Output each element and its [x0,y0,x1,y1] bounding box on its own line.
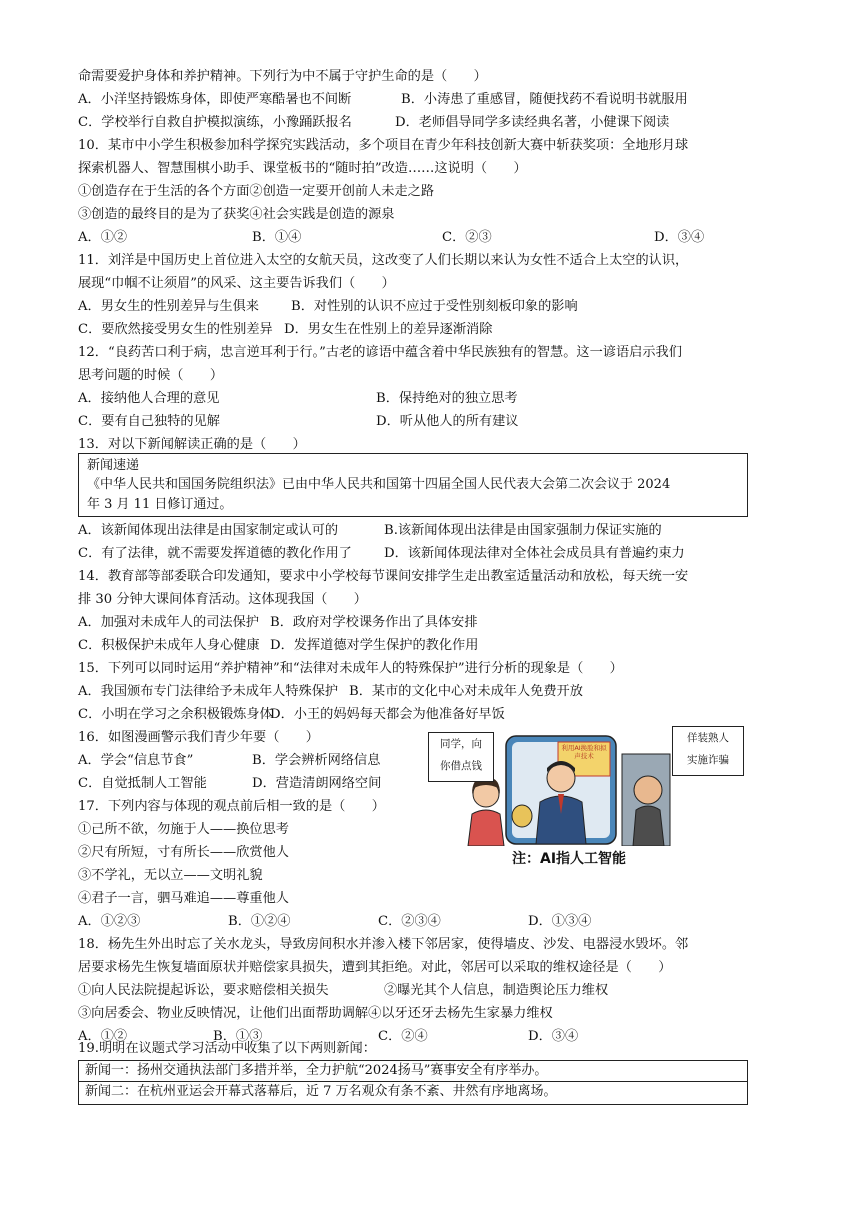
q10-stem-line2: 探索机器人、智慧围棋小助手、课堂板书的“随时拍”改造……这说明（ ） [78,161,527,176]
q9-option-d: D．老师倡导同学多读经典名著，小健课下阅读 [395,115,670,130]
q17-statement-2: ②尺有所短，寸有所长——欣赏他人 [78,845,289,860]
q15-option-a: A．我国颁布专门法律给予未成年人特殊保护 [78,684,339,699]
q17-statement-3: ③不学礼，无以立——文明礼貌 [78,868,263,883]
q11-option-d: D．男女生在性别上的差异逐渐消除 [284,322,493,337]
q18-statement-2: ②曝光其个人信息，制造舆论压力维权 [384,983,609,998]
q13-option-c: C．有了法律，就不需要发挥道德的教化作用了 [78,546,352,561]
q12-option-b: B．保持绝对的独立思考 [376,391,518,406]
q12-stem-line2: 思考问题的时候（ ） [78,368,224,383]
q10-option-b: B．①④ [252,230,302,245]
q12-stem-line1: 12．“良药苦口利于病，忠言逆耳利于行。”古老的谚语中蕴含着中华民族独有的智慧。这一谚语启示我们 [78,345,682,360]
q18-option-c: C．②④ [378,1029,428,1044]
q10-option-d: D．③④ [654,230,705,245]
q17-statement-1: ①己所不欲，勿施于人——换位思考 [78,822,289,837]
q16-option-c: C．自觉抵制人工智能 [78,776,207,791]
q9-stem: 命需要爱护身体和养护精神。下列行为中不属于守护生命的是（ ） [78,69,487,84]
q17-option-c: C．②③④ [378,914,441,929]
q16-option-a: A．学会“信息节食” [78,753,194,768]
q12-option-d: D．听从他人的所有建议 [376,414,519,429]
q17-option-d: D．①③④ [528,914,592,929]
q14-option-c: C．积极保护未成年人身心健康 [78,638,260,653]
q15-option-d: D．小王的妈妈每天都会为他准备好早饭 [270,707,505,722]
news-box-text-line2: 年 3 月 11 日修订通过。 [87,497,233,512]
comic-caption: 注：AI指人工智能 [512,851,627,867]
q17-statement-4: ④君子一言，驷马难追——尊重他人 [78,891,289,906]
q13-option-d: D．该新闻体现法律对全体社会成员具有普遍约束力 [384,546,685,561]
bubble-left-line2: 你借点钱 [440,760,482,772]
q18-option-b: B．①③ [213,1029,263,1044]
q14-option-a: A．加强对未成年人的司法保护 [78,615,259,630]
news-box-title: 新闻速递 [87,458,140,473]
q18-stem-line1: 18．杨先生外出时忘了关水龙头，导致房间积水并渗入楼下邻居家，使得墙皮、沙发、电器浸水毁坏。邻 [78,937,689,952]
scammer-body [633,806,664,846]
q10-statements-2: ③创造的最终目的是为了获奖④社会实践是创造的源泉 [78,207,395,222]
q18-statement-3-4: ③向居委会、物业反映情况，让他们出面帮助调解④以牙还牙去杨先生家暴力维权 [78,1006,553,1021]
q11-option-b: B．对性别的认识不应过于受性别刻板印象的影响 [291,299,578,314]
q18-statement-1: ①向人民法院提起诉讼，要求赔偿相关损失 [78,983,329,998]
q12-option-a: A．接纳他人合理的意见 [78,391,220,406]
q10-option-a: A．①② [78,230,128,245]
q9-option-c: C．学校举行自救自护模拟演练，小豫踊跃报名 [78,115,352,130]
bubble-left-line1: 同学，向 [440,738,482,750]
girl-body [468,810,504,846]
ai-sign-text: 利用AI换脸和拟声技术 [561,744,607,760]
q16-option-d: D．营造清朗网络空间 [252,776,382,791]
q14-stem-line2: 排 30 分钟大课间体育活动。这体现我国（ ） [78,592,367,607]
q16-stem: 16．如图漫画警示我们青少年要（ ） [78,730,319,745]
q18-option-d: D．③④ [528,1029,579,1044]
q14-option-b: B．政府对学校课务作出了具体安排 [270,615,478,630]
q11-option-c: C．要欣然接受男女生的性别差异 [78,322,273,337]
q14-option-d: D．发挥道德对学生保护的教化作用 [270,638,479,653]
bubble-right-line2: 实施诈骗 [687,754,729,766]
speech-bubble-left [428,732,494,782]
q11-stem-line2: 展现“巾帼不让须眉”的风采、这主要告诉我们（ ） [78,276,395,291]
scammer-head [634,776,662,804]
q17-option-a: A．①②③ [78,914,141,929]
q12-option-c: C．要有自己独特的见解 [78,414,220,429]
news-box [78,453,748,517]
q19-stem: 19.明明在议题式学习活动中收集了以下两则新闻： [78,1041,376,1056]
q17-option-b: B．①②④ [228,914,291,929]
q13-stem: 13．对以下新闻解读正确的是（ ） [78,437,306,452]
news-2: 新闻二：在杭州亚运会开幕式落幕后，近 7 万名观众有条不紊、井然有序地离场。 [78,1081,748,1105]
q10-statements-1: ①创造存在于生活的各个方面②创造一定要开创前人未走之路 [78,184,435,199]
q18-stem-line2: 居要求杨先生恢复墙面原状并赔偿家具损失，遭到其拒绝。对此，邻居可以采取的维权途径是（ ） [78,960,672,975]
q15-stem: 15．下列可以同时运用“养护精神”和“法律对未成年人的特殊保护”进行分析的现象是（ ） [78,661,623,676]
news-1: 新闻一：扬州交通执法部门多措并举，全力护航“2024扬马”赛事安全有序举办。 [78,1060,748,1082]
money-bag [512,805,532,827]
q10-stem-line1: 10．某市中小学生积极参加科学探究实践活动，多个项目在青少年科技创新大赛中斩获奖项：全地形月球 [78,138,689,153]
q14-stem-line1: 14．教育部等部委联合印发通知，要求中小学校每节课间安排学生走出教室适量活动和放松，每天统一安 [78,569,689,584]
q17-stem: 17．下列内容与体现的观点前后相一致的是（ ） [78,799,385,814]
q11-stem-line1: 11．刘洋是中国历史上首位进入太空的女航天员，这改变了人们长期以来认为女性不适合上太空的认识， [78,253,689,268]
q9-option-a: A．小洋坚持锻炼身体，即使严寒酷暑也不间断 [78,92,352,107]
q15-option-b: B．某市的文化中心对未成年人免费开放 [349,684,583,699]
q9-option-b: B．小涛患了重感冒，随便找药不看说明书就服用 [401,92,688,107]
q11-option-a: A．男女生的性别差异与生俱来 [78,299,259,314]
q10-option-c: C．②③ [442,230,492,245]
q15-option-c: C．小明在学习之余积极锻炼身体 [78,707,273,722]
news-box-text-line1: 《中华人民共和国国务院组织法》已由中华人民共和国第十四届全国人民代表大会第二次会议于 2024 [87,477,671,492]
q16-option-b: B．学会辨析网络信息 [252,753,381,768]
bubble-right-line1: 佯装熟人 [687,732,729,744]
q13-option-a: A．该新闻体现出法律是由国家制定或认可的 [78,523,339,538]
q13-option-b: B.该新闻体现出法律是由国家强制力保证实施的 [384,523,662,538]
speech-bubble-right [672,726,744,776]
q18-option-a: A．①② [78,1029,128,1044]
